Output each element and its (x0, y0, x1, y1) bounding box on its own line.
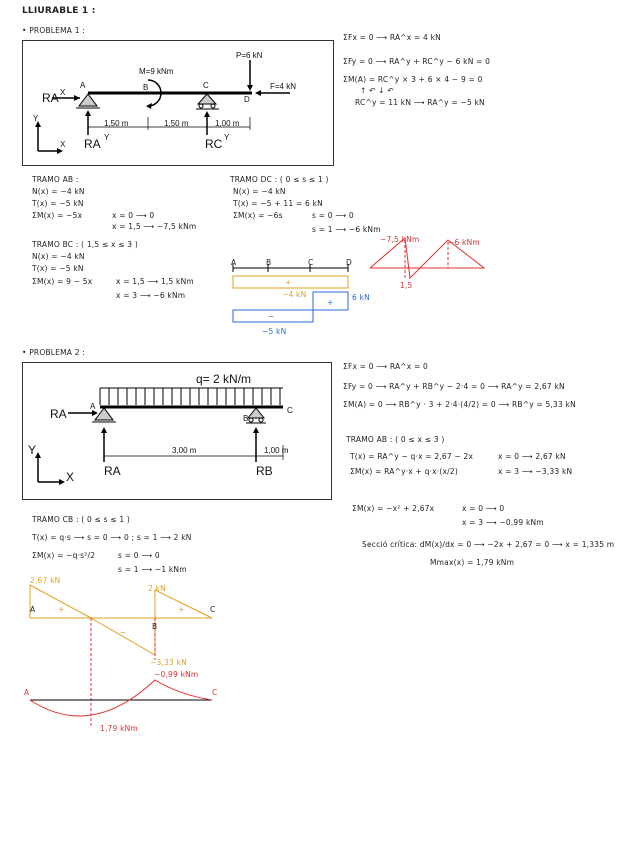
point-d: D (244, 95, 250, 104)
p1-dc-3: ΣM(x) = −6s (233, 211, 283, 220)
p2-axis-x: X (66, 470, 75, 484)
p2-ab-9: Mmax(x) = 1,79 kNm (430, 558, 515, 567)
p1-diag-b: B (266, 258, 272, 267)
dim-3: 1,00 m (215, 119, 240, 128)
p1-dc-1: N(x) = −4 kN (233, 187, 286, 196)
load-p-label: P=6 kN (236, 51, 263, 60)
moment-label: M=9 kNm (139, 67, 174, 76)
problem1-heading: • PROBLEMA 1 : (22, 26, 85, 35)
p2-ab-4: ΣM(x) = RA^y·x + q·x·(x/2) (350, 467, 458, 476)
p2-point-b: B (243, 414, 249, 423)
p1-m-max: −7,5 kNm (380, 235, 420, 244)
p1-bc-1: N(x) = −4 kN (32, 252, 85, 261)
p1-eq-3: ΣM(A) = RC^y × 3 + 6 × 4 − 9 = 0 (343, 75, 483, 84)
p1-eq-2: ΣFy = 0 ⟶ RA^y + RC^y − 6 kN = 0 (343, 57, 491, 66)
p2-dim-2: 1,00 m (264, 446, 289, 455)
load-f-label: F=4 kN (270, 82, 297, 91)
p2-point-c: C (287, 406, 293, 415)
p1-ab-3: ΣM(x) = −5x (32, 211, 83, 220)
p1-bc-4: x = 1,5 ⟶ 1,5 kNm (116, 277, 194, 286)
p1-ab-5: x = 1,5 ⟶ −7,5 kNm (112, 222, 197, 231)
p2-m-max: 1,79 kNm (100, 724, 138, 733)
reaction-ay-sup: Y (104, 133, 110, 142)
reaction-ax: RA (42, 91, 59, 105)
p2-m-c: C (212, 688, 218, 697)
p1-eq-5: RC^y = 11 kN ⟶ RA^y = −5 kN (355, 98, 485, 107)
p2-cb-0: TRAMO CB : ( 0 ≤ s ≤ 1 ) (32, 515, 131, 524)
p1-ab-1: N(x) = −4 kN (32, 187, 85, 196)
p2-ab-1: T(x) = RA^y − q·x = 2,67 − 2x (350, 452, 474, 461)
p1-t-pos-value: 6 kN (352, 293, 370, 302)
p2-eq-1: ΣFx = 0 ⟶ RA^x = 0 (343, 362, 429, 371)
p1-ab-2: T(x) = −5 kN (32, 199, 84, 208)
p1-m-c: −6 kNm (448, 238, 480, 247)
problem2-heading: • PROBLEMA 2 : (22, 348, 85, 357)
point-b: B (143, 83, 149, 92)
reaction-ax-sup: X (60, 88, 66, 97)
p2-ab-5: ΣM(x) = −x² + 2,67x (352, 504, 435, 513)
p2-m-a: A (24, 688, 30, 697)
p2-t-c-label: C (210, 605, 216, 614)
p1-m-b: 1,5 (400, 281, 413, 290)
p2-reaction-ax: RA (50, 407, 67, 421)
p2-t-b-label: B (152, 622, 158, 631)
page-title: LLIURABLE 1 : (22, 6, 96, 16)
p2-dim-1: 3,00 m (172, 446, 197, 455)
point-c: C (203, 81, 209, 90)
p2-point-a: A (90, 402, 96, 411)
p2-t-minus: − (120, 628, 127, 637)
p1-dc-0: TRAMO DC : ( 0 ≤ s ≤ 1 ) (230, 175, 329, 184)
p1-bc-0: TRAMO BC : ( 1,5 ≤ x ≤ 3 ) (32, 240, 138, 249)
p1-ab-4: x = 0 ⟶ 0 (112, 211, 155, 220)
p1-bc-3: ΣM(x) = 9 − 5x (32, 277, 93, 286)
p1-t-neg-value: −5 kN (262, 327, 287, 336)
p2-t-plus-1: + (58, 605, 65, 614)
p2-eq-2: ΣFy = 0 ⟶ RA^y + RB^y − 2·4 = 0 ⟶ RA^y = 2,67 kN (343, 382, 565, 391)
reaction-ay: RA (84, 137, 101, 151)
p1-diag-d: D (346, 258, 352, 267)
p1-dc-5: s = 1 ⟶ −6 kNm (312, 225, 381, 234)
p2-cb-3: s = 0 ⟶ 0 (118, 551, 160, 560)
p2-eq-3: ΣM(A) = 0 ⟶ RB^y · 3 + 2·4·(4/2) = 0 ⟶ RB^y = 5,33 kN (343, 400, 576, 409)
p2-cb-2: ΣM(x) = −q·s²/2 (32, 551, 96, 560)
p2-t-a-label: A (30, 605, 36, 614)
reaction-cy-sup: Y (224, 133, 230, 142)
p1-n-sign: + (285, 278, 292, 287)
p1-dc-2: T(x) = −5 + 11 = 6 kN (233, 199, 323, 208)
p1-t-neg-sign: − (268, 312, 275, 321)
dim-1: 1,50 m (104, 119, 129, 128)
p1-ab-0: TRAMO AB : (32, 175, 79, 184)
p1-diag-c: C (308, 258, 314, 267)
p2-ab-8: Secció crítica: dM(x)/dx = 0 ⟶ −2x + 2,67 = 0 ⟶ x = 1,335 m (362, 540, 615, 549)
reaction-cy: RC (205, 137, 223, 151)
p2-reaction-by: RB (256, 464, 273, 478)
axis-x: X (60, 140, 66, 149)
p2-ab-2: x = 0 ⟶ 2,67 kN (498, 452, 566, 461)
p1-diag-a: A (231, 258, 237, 267)
p1-bc-2: T(x) = −5 kN (32, 264, 84, 273)
p1-eq-1: ΣFx = 0 ⟶ RA^x = 4 kN (343, 33, 441, 42)
p2-t-plus-2: + (178, 605, 185, 614)
p2-ab-0: TRAMO AB : ( 0 ≤ x ≤ 3 ) (346, 435, 445, 444)
distributed-load-label: q= 2 kN/m (196, 372, 252, 386)
p1-dc-4: s = 0 ⟶ 0 (312, 211, 354, 220)
p2-reaction-ay: RA (104, 464, 121, 478)
dim-2: 1,50 m (164, 119, 189, 128)
axis-y: Y (33, 114, 39, 123)
p2-axis-y: Y (28, 443, 37, 457)
p2-ab-3: x = 3 ⟶ −3,33 kN (498, 467, 573, 476)
p2-t-b: 2 kN (148, 584, 166, 593)
p1-bc-5: x = 3 ⟶ −6 kNm (116, 291, 186, 300)
p1-n-value: −4 kN (282, 290, 307, 299)
p2-t-neg: −3,33 kN (150, 658, 187, 667)
p1-eq-4: ↑ ↶ ↓ ↶ (360, 86, 394, 95)
p2-ab-6: x = 0 ⟶ 0 (462, 504, 505, 513)
p1-t-pos-sign: + (327, 298, 334, 307)
p2-cb-1: T(x) = q·s ⟶ s = 0 ⟶ 0 ; s = 1 ⟶ 2 kN (32, 533, 192, 542)
p2-m-neg: −0,99 kNm (154, 670, 199, 679)
p2-ab-7: x = 3 ⟶ −0,99 kNm (462, 518, 544, 527)
p2-cb-4: s = 1 ⟶ −1 kNm (118, 565, 187, 574)
point-a: A (80, 81, 86, 90)
p2-t-a: 2,67 kN (30, 576, 61, 585)
